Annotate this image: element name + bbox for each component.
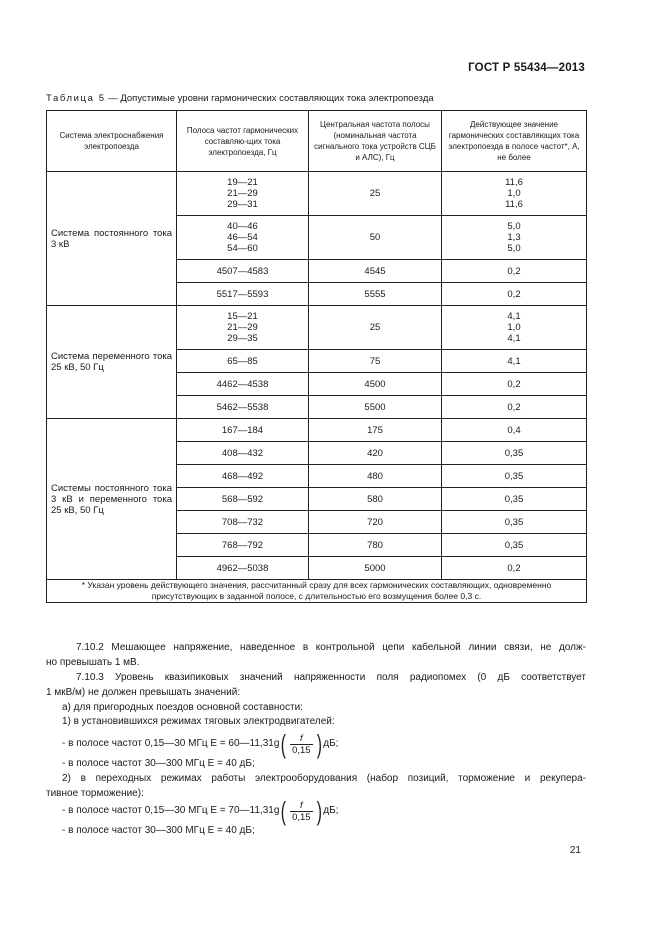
cell-center-frequency: 4500 xyxy=(309,373,442,396)
current-value: 0,35 xyxy=(504,539,524,551)
cell-value xyxy=(442,216,587,260)
right-paren-icon: ) xyxy=(316,729,322,759)
system-label: Системы постоянного тока 3 кВ и переменного тока 25 кВ, 50 Гц xyxy=(51,482,172,516)
system-label: Система постоянного тока 3 кВ xyxy=(51,227,172,250)
cell-center-frequency: 580 xyxy=(309,488,442,511)
band-range: 19—21 xyxy=(227,177,258,188)
current-value: 1,3 xyxy=(507,232,521,243)
cell-band xyxy=(177,419,309,442)
cell-center-frequency: 780 xyxy=(309,534,442,557)
cell-band xyxy=(177,306,309,350)
cell-center-frequency: 25 xyxy=(309,306,442,350)
footnote-row xyxy=(47,580,587,603)
cell-center-frequency: 25 xyxy=(309,172,442,216)
formula-1-suffix: дБ; xyxy=(323,738,339,749)
band-range: 468—492 xyxy=(221,470,264,482)
fraction xyxy=(290,800,313,823)
table-caption xyxy=(46,93,434,104)
cell-value xyxy=(442,306,587,350)
cell-band xyxy=(177,557,309,580)
cell-center-frequency: 5555 xyxy=(309,283,442,306)
cell-center-frequency: 5000 xyxy=(309,557,442,580)
formula-1-text: - в полосе частот 0,15—30 МГц E = 60—11,31g xyxy=(62,738,280,749)
cell-band xyxy=(177,511,309,534)
band-range: 167—184 xyxy=(221,424,264,436)
current-value: 4,1 xyxy=(507,355,521,367)
current-value: 0,35 xyxy=(504,470,524,482)
band-range: 5517—5593 xyxy=(216,288,269,300)
current-value: 0,2 xyxy=(507,288,521,300)
current-value: 0,35 xyxy=(504,493,524,505)
cell-system xyxy=(47,306,177,419)
cell-value xyxy=(442,260,587,283)
cell-system xyxy=(47,419,177,580)
band-range: 29—35 xyxy=(227,333,258,344)
paragraph-7-10-3-line1: 7.10.3 Уровень квазипиковых значений напряженности поля радиопомех (0 дБ соответствует xyxy=(76,672,586,683)
cell-value xyxy=(442,172,587,216)
current-value: 1,0 xyxy=(507,322,521,333)
table-body xyxy=(47,172,587,580)
item-a: а) для пригородных поездов основной составности: xyxy=(62,702,303,713)
cell-band xyxy=(177,260,309,283)
cell-band xyxy=(177,534,309,557)
header-center: Центральная частота полосы (номинальная частота сигнального тока устройств СЦБ и АЛС), Гц xyxy=(309,111,442,172)
band-range: 568—592 xyxy=(221,493,264,505)
cell-value xyxy=(442,396,587,419)
header-band: Полоса частот гармонических составляю-щих тока электропоезда, Гц xyxy=(177,111,309,172)
cell-band xyxy=(177,442,309,465)
band-range: 5462—5538 xyxy=(216,401,269,413)
cell-band xyxy=(177,283,309,306)
fraction-denominator: 0,15 xyxy=(292,811,311,823)
header-value: Действующее значение гармонических составляющих тока электропоезда в полосе частот*, А, не более xyxy=(442,111,587,172)
cell-center-frequency: 720 xyxy=(309,511,442,534)
current-value: 0,35 xyxy=(504,516,524,528)
cell-value xyxy=(442,557,587,580)
fraction xyxy=(290,733,313,756)
cell-system xyxy=(47,172,177,306)
cell-band xyxy=(177,172,309,216)
current-value: 0,4 xyxy=(507,424,521,436)
band-range: 21—29 xyxy=(227,322,258,333)
current-value: 0,2 xyxy=(507,265,521,277)
cell-value xyxy=(442,488,587,511)
band-range: 408—432 xyxy=(221,447,264,459)
band-range: 54—60 xyxy=(227,243,258,254)
cell-center-frequency: 75 xyxy=(309,350,442,373)
paragraph-7-10-3-line2: 1 мкВ/м) не должен превышать значений: xyxy=(46,687,241,698)
cell-value xyxy=(442,283,587,306)
band-range: 29—31 xyxy=(227,199,258,210)
cell-band xyxy=(177,350,309,373)
current-value: 0,2 xyxy=(507,378,521,390)
current-value: 1,0 xyxy=(507,188,521,199)
cell-band xyxy=(177,488,309,511)
formula-3 xyxy=(62,795,602,827)
cell-center-frequency: 4545 xyxy=(309,260,442,283)
item-2-line2: тивное торможение): xyxy=(46,788,144,799)
item-1: 1) в установившихся режимах тяговых электродвигателей: xyxy=(62,716,335,727)
formula-4: - в полосе частот 30—300 МГц E = 40 дБ; xyxy=(62,825,255,836)
formula-3-text: - в полосе частот 0,15—30 МГц E = 70—11,31g xyxy=(62,805,280,816)
band-range: 15—21 xyxy=(227,311,258,322)
cell-value xyxy=(442,442,587,465)
band-range: 46—54 xyxy=(227,232,258,243)
formula-3-suffix: дБ; xyxy=(323,805,339,816)
cell-value xyxy=(442,373,587,396)
page-number: 21 xyxy=(569,845,581,856)
left-paren-icon: ( xyxy=(281,729,287,759)
left-paren-icon: ( xyxy=(281,796,287,826)
cell-center-frequency: 420 xyxy=(309,442,442,465)
table-row xyxy=(47,306,587,350)
cell-center-frequency: 50 xyxy=(309,216,442,260)
table-caption-text: — Допустимые уровни гармонических составляющих тока электропоезда xyxy=(105,93,434,104)
cell-band xyxy=(177,396,309,419)
fraction-numerator: f xyxy=(290,733,313,745)
formula-2: - в полосе частот 30—300 МГц E = 40 дБ; xyxy=(62,758,255,769)
cell-band xyxy=(177,465,309,488)
band-range: 21—29 xyxy=(227,188,258,199)
table-caption-label: Таблица 5 xyxy=(46,93,106,104)
formula-1 xyxy=(62,728,602,760)
paragraph-7-10-2-line1: 7.10.2 Мешающее напряжение, наведенное в контрольной цепи кабельной линии связи, не долж- xyxy=(76,642,586,653)
band-range: 4962—5038 xyxy=(216,562,269,574)
harmonics-table xyxy=(46,110,587,603)
current-value: 0,2 xyxy=(507,401,521,413)
current-value: 4,1 xyxy=(507,333,521,344)
right-paren-icon: ) xyxy=(316,796,322,826)
band-range: 768—792 xyxy=(221,539,264,551)
document-header: ГОСТ Р 55434—2013 xyxy=(468,62,585,74)
current-value: 0,2 xyxy=(507,562,521,574)
header-system: Система электроснабжения электропоезда xyxy=(47,111,177,172)
table-header-row xyxy=(47,111,587,172)
cell-center-frequency: 5500 xyxy=(309,396,442,419)
cell-band xyxy=(177,373,309,396)
current-value: 0,35 xyxy=(504,447,524,459)
cell-value xyxy=(442,419,587,442)
fraction-denominator: 0,15 xyxy=(292,744,311,756)
band-range: 40—46 xyxy=(227,221,258,232)
paragraph-7-10-2-line2: но превышать 1 мВ. xyxy=(46,657,140,668)
cell-band xyxy=(177,216,309,260)
cell-value xyxy=(442,465,587,488)
current-value: 11,6 xyxy=(505,199,523,210)
cell-center-frequency: 175 xyxy=(309,419,442,442)
fraction-numerator: f xyxy=(290,800,313,812)
cell-center-frequency: 480 xyxy=(309,465,442,488)
band-range: 708—732 xyxy=(221,516,264,528)
item-2-line1: 2) в переходных режимах работы электрооборудования (набор позиций, торможение и рекупера- xyxy=(62,773,586,784)
table-row xyxy=(47,419,587,442)
current-value: 5,0 xyxy=(507,221,521,232)
current-value: 4,1 xyxy=(507,311,521,322)
system-label: Система переменного тока 25 кВ, 50 Гц xyxy=(51,351,172,373)
table-row xyxy=(47,172,587,216)
current-value: 5,0 xyxy=(507,243,521,254)
current-value: 11,6 xyxy=(505,177,523,188)
cell-value xyxy=(442,511,587,534)
band-range: 4507—4583 xyxy=(216,265,269,277)
band-range: 4462—4538 xyxy=(216,378,269,390)
cell-value xyxy=(442,350,587,373)
table-footnote: * Указан уровень действующего значения, рассчитанный сразу для всех гармонических составляющих, одновременно присутствующих в заданной полосе, с длительностью его возмущения более 0,3 с. xyxy=(47,580,587,603)
band-range: 65—85 xyxy=(227,355,258,367)
cell-value xyxy=(442,534,587,557)
